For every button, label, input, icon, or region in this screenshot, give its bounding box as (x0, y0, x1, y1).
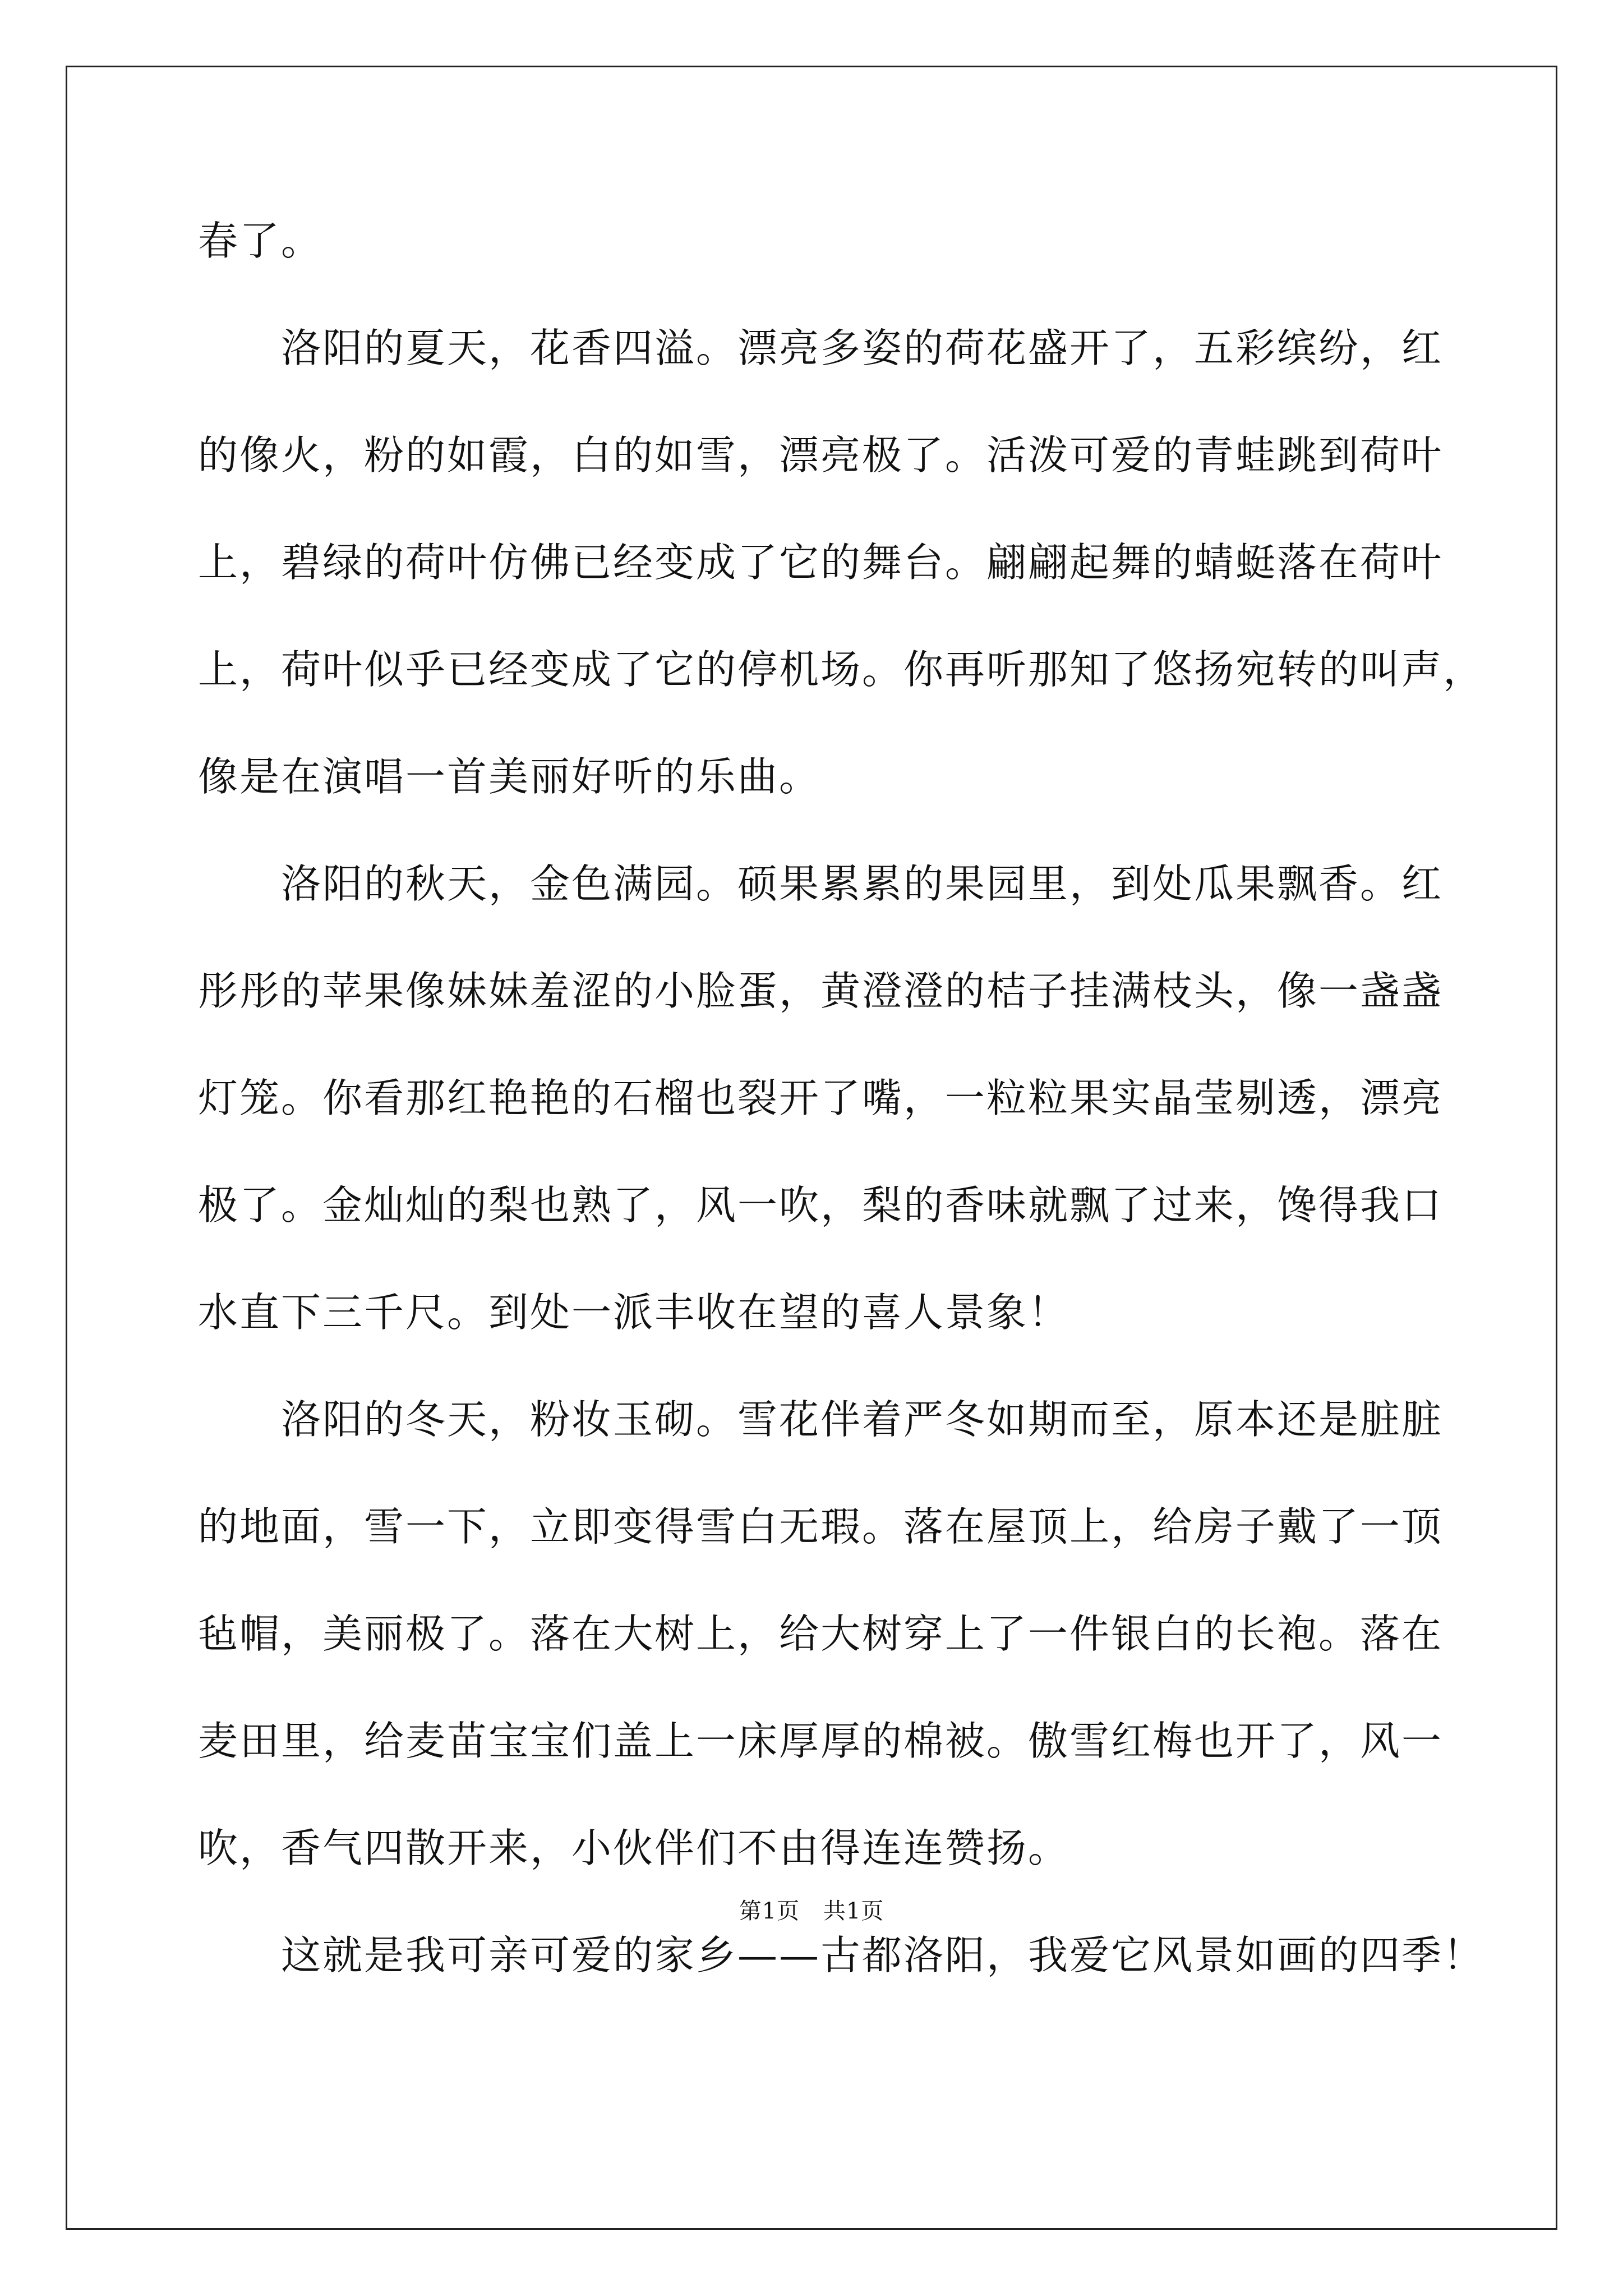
text-line: 彤彤的苹果像妹妹羞涩的小脸蛋，黄澄澄的桔子挂满枝头，像一盏盏 (198, 968, 1444, 1014)
text-line: 像是在演唱一首美丽好听的乐曲。 (198, 753, 821, 800)
page-footer (0, 1893, 1623, 1925)
text-line: 水直下三千尺。到处一派丰收在望的喜人景象！ (198, 1289, 1070, 1336)
text-line: 的地面，雪一下，立即变得雪白无瑕。落在屋顶上，给房子戴了一顶 (198, 1503, 1444, 1550)
text-line: 灯笼。你看那红艳艳的石榴也裂开了嘴，一粒粒果实晶莹剔透，漂亮 (198, 1075, 1444, 1121)
text-line: 上，荷叶似乎已经变成了它的停机场。你再听那知了悠扬宛转的叫声， (198, 646, 1485, 693)
text-line: 洛阳的冬天，粉妆玉砌。雪花伴着严冬如期而至，原本还是脏脏 (198, 1396, 1444, 1443)
text-line: 洛阳的秋天，金色满园。硕果累累的果园里，到处瓜果飘香。红 (198, 861, 1444, 907)
text-line: 的像火，粉的如霞，白的如雪，漂亮极了。活泼可爱的青蛙跳到荷叶 (198, 432, 1444, 478)
text-line: 麦田里，给麦苗宝宝们盖上一床厚厚的棉被。傲雪红梅也开了，风一 (198, 1718, 1444, 1764)
text-line: 这就是我可亲可爱的家乡——古都洛阳，我爱它风景如画的四季！ (198, 1932, 1485, 1978)
text-line: 洛阳的夏天，花香四溢。漂亮多姿的荷花盛开了，五彩缤纷，红 (198, 325, 1444, 371)
page-number: 第1页 (739, 1898, 800, 1924)
text-line: 春了。 (198, 218, 323, 264)
text-line: 吹，香气四散开来，小伙伴们不由得连连赞扬。 (198, 1825, 1070, 1871)
text-line: 极了。金灿灿的梨也熟了，风一吹，梨的香味就飘了过来，馋得我口 (198, 1182, 1444, 1228)
document-body (198, 208, 1485, 2029)
text-line: 上，碧绿的荷叶仿佛已经变成了它的舞台。翩翩起舞的蜻蜓落在荷叶 (198, 539, 1444, 586)
page-total: 共1页 (823, 1898, 884, 1924)
text-line: 毡帽，美丽极了。落在大树上，给大树穿上了一件银白的长袍。落在 (198, 1611, 1444, 1657)
